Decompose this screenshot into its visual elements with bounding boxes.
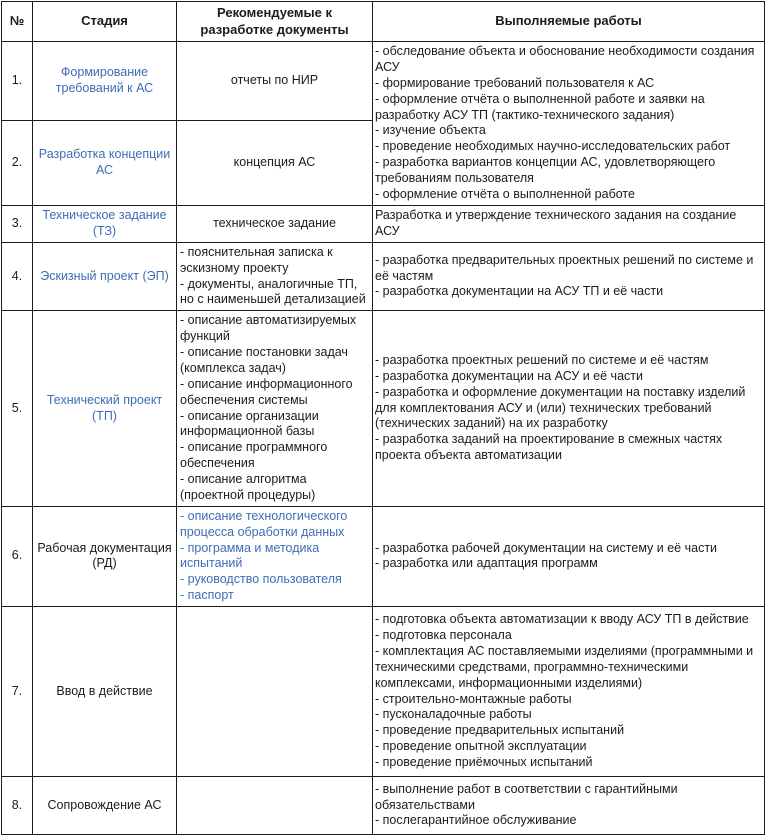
- work-item: - пусконаладочные работы: [375, 707, 532, 722]
- docs-cell: [177, 42, 373, 121]
- work-item: - обследование объекта и обоснование необходимости создания АСУ: [375, 44, 755, 74]
- stages-table: [1, 1, 765, 835]
- doc-item: - описание программного обеспечения: [180, 440, 328, 471]
- stage-link[interactable]: Техническое задание (ТЗ): [42, 207, 167, 238]
- doc-link[interactable]: - программа и методика испытаний: [180, 540, 320, 571]
- works-cell: [373, 311, 765, 507]
- docs-cell: [177, 777, 373, 835]
- docs-cell: [177, 205, 373, 242]
- doc-item: концепция АС: [233, 154, 316, 169]
- work-item: - формирование требований пользователя к АС: [375, 75, 655, 90]
- doc-link[interactable]: - руководство пользователя: [180, 572, 342, 587]
- header-works: Выполняемые работы: [373, 2, 765, 42]
- row-number: 8.: [2, 777, 33, 835]
- stage-cell: [33, 120, 177, 205]
- work-item: - комплектация АС поставляемыми изделиями (программными и техническими средствами, программно-техническими комплексами, информационными изделиями): [375, 643, 754, 690]
- doc-item: - описание организации информационной базы: [180, 408, 319, 439]
- table-row: [2, 242, 765, 311]
- work-item: - проведение приёмочных испытаний: [375, 755, 593, 769]
- work-item: - проведение необходимых научно-исследовательских работ: [375, 139, 731, 154]
- work-item: - разработка документации на АСУ и её части: [375, 368, 643, 383]
- work-item: - строительно-монтажные работы: [375, 691, 572, 706]
- header-num: №: [2, 2, 33, 42]
- doc-item: - описание алгоритма (проектной процедуры): [180, 472, 316, 502]
- table-row: [2, 311, 765, 507]
- row-number: 6.: [2, 506, 33, 606]
- stage-link[interactable]: Технический проект (ТП): [46, 392, 163, 423]
- work-item: - выполнение работ в соответствии с гарантийными обязательствами: [375, 781, 678, 812]
- table-row: [2, 607, 765, 777]
- doc-link[interactable]: - описание технологического процесса обработки данных: [180, 508, 348, 539]
- docs-cell: [177, 242, 373, 311]
- docs-cell: [177, 506, 373, 606]
- work-item: - оформление отчёта о выполненной работе и заявки на разработку АСУ ТП (тактико-технического задания): [375, 91, 705, 122]
- work-item: - разработка и оформление документации на поставку изделий для комплектования АСУ и (или) технических требований (технических заданий) на их разработку: [375, 384, 746, 431]
- work-item: - проведение предварительных испытаний: [375, 723, 625, 738]
- doc-item: - описание информационного обеспечения системы: [180, 376, 353, 407]
- works-cell: [373, 205, 765, 242]
- header-stage: Стадия: [33, 2, 177, 42]
- header-row: [2, 2, 765, 42]
- stage-link[interactable]: Разработка концепции АС: [38, 146, 171, 177]
- row-number: 1.: [2, 42, 33, 121]
- row-number: 3.: [2, 205, 33, 242]
- row-number: 5.: [2, 311, 33, 507]
- works-cell: [373, 242, 765, 311]
- table-row: [2, 42, 765, 121]
- stage-link[interactable]: Формирование требований к АС: [55, 65, 154, 95]
- work-item: - проведение опытной эксплуатации: [375, 739, 587, 754]
- header-docs: Рекомендуемые к разработке документы: [177, 2, 373, 42]
- works-cell: [373, 777, 765, 835]
- row-number: 4.: [2, 242, 33, 311]
- doc-item: - описание постановки задач (комплекса задач): [180, 345, 348, 375]
- work-item: - разработка заданий на проектирование в смежных частях проекта объекта автоматизации: [375, 432, 723, 463]
- row-number: 2.: [2, 120, 33, 205]
- row-number: 7.: [2, 607, 33, 777]
- stage-label: Ввод в действие: [33, 607, 177, 777]
- works-cell: [373, 42, 765, 206]
- work-item: - изучение объекта: [375, 123, 486, 138]
- works-cell: [373, 607, 765, 777]
- work-item: - послегарантийное обслуживание: [375, 813, 577, 828]
- docs-cell: [177, 120, 373, 205]
- stage-cell: [33, 311, 177, 507]
- work-item: - подготовка персонала: [375, 628, 512, 642]
- doc-item: - пояснительная записка к эскизному проекту: [180, 244, 333, 275]
- doc-item: отчеты по НИР: [230, 72, 319, 87]
- stage-cell: [33, 242, 177, 311]
- doc-item: техническое задание: [213, 215, 336, 230]
- stage-label: Сопровождение АС: [33, 777, 177, 835]
- doc-item: - описание автоматизируемых функций: [180, 313, 357, 344]
- table-row: [2, 205, 765, 242]
- docs-cell: [177, 607, 373, 777]
- work-item: - разработка предварительных проектных решений по системе и её частям: [375, 252, 754, 283]
- doc-link[interactable]: - паспорт: [180, 588, 234, 603]
- work-item: - разработка вариантов концепции АС, удовлетворяющего требованиям пользователя: [375, 155, 716, 185]
- stage-link[interactable]: Эскизный проект (ЭП): [40, 268, 169, 283]
- work-item: - подготовка объекта автоматизации к вводу АСУ ТП в действие: [375, 612, 749, 627]
- stage-cell: [33, 42, 177, 121]
- works-cell: [373, 506, 765, 606]
- work-item: - разработка проектных решений по системе и её частям: [375, 352, 709, 367]
- work-item: - оформление отчёта о выполненной работе: [375, 186, 635, 201]
- work-item: - разработка документации на АСУ ТП и её части: [375, 284, 664, 299]
- work-item: - разработка рабочей документации на систему и её части: [375, 540, 718, 555]
- stage-label: Рабочая документация (РД): [33, 506, 177, 606]
- stage-cell: [33, 205, 177, 242]
- table-row: [2, 777, 765, 835]
- work-item: - разработка или адаптация программ: [375, 556, 598, 571]
- docs-cell: [177, 311, 373, 507]
- work-item: Разработка и утверждение технического задания на создание АСУ: [375, 207, 737, 238]
- table-row: [2, 506, 765, 606]
- doc-item: - документы, аналогичные ТП, но с наименьшей детализацией: [180, 276, 366, 307]
